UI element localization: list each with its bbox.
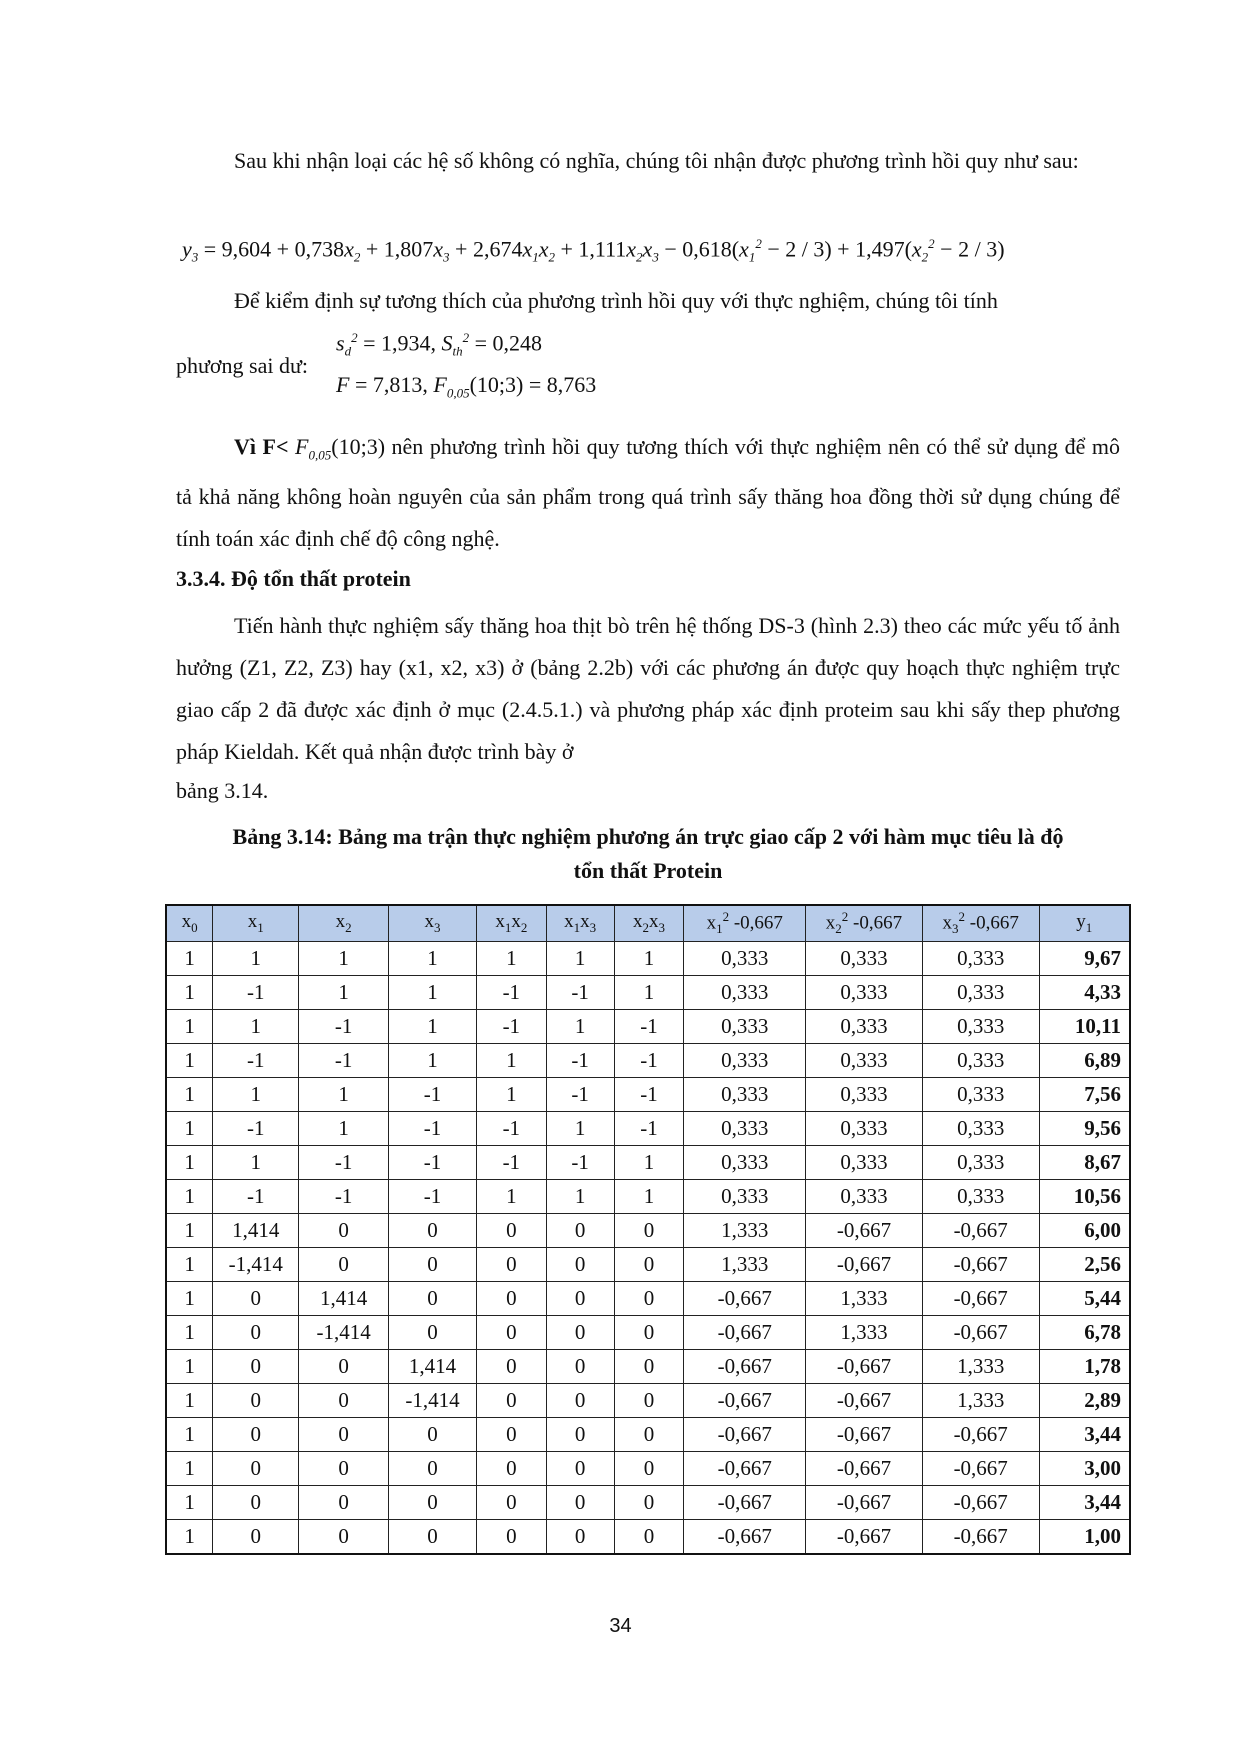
table-cell: 1 xyxy=(389,1010,477,1044)
table-cell: 1 xyxy=(299,1112,389,1146)
table-cell: 0 xyxy=(476,1418,546,1452)
table-caption-line-2: tổn thất Protein xyxy=(573,858,723,883)
table-cell: -0,667 xyxy=(922,1418,1039,1452)
table-cell: -1 xyxy=(299,1010,389,1044)
table-cell: 1 xyxy=(166,1112,213,1146)
conclusion-text: nên phương trình hồi quy tương thích với thực nghiệm nên có thể sử dụng để mô tả khả năng không hoàn nguyên của sản phẩm trong quá trình sấy thăng hoa đồng thời sử dụng chúng để tính toán xác định chế độ công nghệ. xyxy=(176,434,1120,552)
table-cell: -0,667 xyxy=(922,1316,1039,1350)
table-cell: -0,667 xyxy=(806,1452,923,1486)
table-cell: 0 xyxy=(389,1248,477,1282)
table-cell: 0 xyxy=(614,1214,684,1248)
header-x0: $x_0$ xyxy=(166,905,213,942)
table-cell-y: 6,00 xyxy=(1039,1214,1130,1248)
table-cell: 0 xyxy=(389,1316,477,1350)
table-cell: 0,333 xyxy=(684,1078,806,1112)
table-cell: 1 xyxy=(546,1180,614,1214)
table-cell: -1 xyxy=(213,1044,299,1078)
table-cell: 0 xyxy=(213,1418,299,1452)
table-cell: -1 xyxy=(476,1112,546,1146)
table-cell: 0 xyxy=(476,1384,546,1418)
table-cell: 1 xyxy=(166,976,213,1010)
variance-equation-1: $s_d^2 = 1,934$, $S_{th}^2 = 0,248$ xyxy=(336,330,543,359)
paragraph-regression-intro: Sau khi nhận loại các hệ số không có nghĩa, chúng tôi nhận được phương trình hồi quy như sau: xyxy=(234,148,1079,173)
table-cell: 0 xyxy=(299,1350,389,1384)
table-cell: 0 xyxy=(614,1418,684,1452)
table-cell: 0 xyxy=(476,1486,546,1520)
table-cell: -1 xyxy=(213,1180,299,1214)
table-cell: 0 xyxy=(299,1214,389,1248)
table-cell: -0,667 xyxy=(684,1520,806,1555)
table-cell: -0,667 xyxy=(684,1316,806,1350)
table-row xyxy=(166,942,1130,976)
table-cell: 0 xyxy=(546,1214,614,1248)
table-cell: 0 xyxy=(614,1520,684,1555)
regression-equation: $y_3 = 9,604 + 0,738x_2 + 1,807x_3 + 2,674x_1x_2 + 1,111x_2x_3 - 0,618(x_1^2 - 2 / 3) + 1,497(x_2^2 - 2 / 3)$ xyxy=(182,236,1005,265)
header-x3: $x_3$ xyxy=(389,905,477,942)
table-cell: 1 xyxy=(546,1112,614,1146)
table-cell: 0,333 xyxy=(684,1010,806,1044)
table-cell: 0,333 xyxy=(684,976,806,1010)
table-cell: 0 xyxy=(389,1520,477,1555)
table-cell-y: 5,44 xyxy=(1039,1282,1130,1316)
conclusion-formula: $F_{0,05}(10;3)$ xyxy=(295,434,386,463)
table-cell: 1 xyxy=(614,1146,684,1180)
table-cell: 0,333 xyxy=(806,976,923,1010)
paragraph-protein-experiment: Tiến hành thực nghiệm sấy thăng hoa thịt bò trên hệ thống DS-3 (hình 2.3) theo các mức yếu tố ảnh hưởng (Z1, Z2, Z3) hay (x1, x2, x3) ở (bảng 2.2b) với các phương án được quy hoạch thực nghiệm trực giao cấp 2 đã được xác định ở mục (2.4.5.1.) và phương pháp xác định proteim sau khi sấy thep phương pháp Kieldah. Kết quả nhận được trình bày ở xyxy=(176,613,1120,764)
table-row xyxy=(166,1146,1130,1180)
table-row xyxy=(166,1316,1130,1350)
table-cell: 1 xyxy=(166,1146,213,1180)
table-cell: -0,667 xyxy=(922,1282,1039,1316)
table-cell: 1 xyxy=(166,942,213,976)
table-cell: 0 xyxy=(546,1350,614,1384)
table-cell: 1 xyxy=(166,1248,213,1282)
table-cell: 1 xyxy=(166,1010,213,1044)
table-row xyxy=(166,1078,1130,1112)
header-x2: $x_2$ xyxy=(299,905,389,942)
table-cell: 0,333 xyxy=(684,1180,806,1214)
table-cell: 0 xyxy=(546,1520,614,1555)
table-cell: -1 xyxy=(389,1112,477,1146)
table-cell: 0,333 xyxy=(684,942,806,976)
table-cell: 1 xyxy=(546,1010,614,1044)
table-cell-y: 3,44 xyxy=(1039,1418,1130,1452)
table-cell: 1,414 xyxy=(389,1350,477,1384)
table-cell: 1 xyxy=(213,1078,299,1112)
header-x1x2: $x_1x_2$ xyxy=(476,905,546,942)
table-cell: 1 xyxy=(166,1452,213,1486)
table-cell: 0,333 xyxy=(922,1010,1039,1044)
table-cell-y: 8,67 xyxy=(1039,1146,1130,1180)
table-cell: 0 xyxy=(546,1486,614,1520)
table-cell: -1 xyxy=(546,1044,614,1078)
table-cell-y: 2,89 xyxy=(1039,1384,1130,1418)
table-cell: 0 xyxy=(546,1452,614,1486)
table-cell: 0 xyxy=(614,1316,684,1350)
table-cell: 0,333 xyxy=(806,1078,923,1112)
table-cell: -1 xyxy=(476,976,546,1010)
table-cell: -1 xyxy=(389,1078,477,1112)
table-cell: 1 xyxy=(299,942,389,976)
table-cell: 0,333 xyxy=(806,1180,923,1214)
table-cell: -1,414 xyxy=(299,1316,389,1350)
page-number: 34 xyxy=(609,1615,632,1637)
paragraph-protein-tail: bảng 3.14. xyxy=(176,778,269,803)
table-cell: -0,667 xyxy=(922,1486,1039,1520)
table-cell: 0,333 xyxy=(806,942,923,976)
table-row xyxy=(166,976,1130,1010)
table-cell-y: 4,33 xyxy=(1039,976,1130,1010)
table-cell: 1 xyxy=(546,942,614,976)
table-cell: -0,667 xyxy=(806,1486,923,1520)
table-cell: 0 xyxy=(614,1282,684,1316)
table-cell: -0,667 xyxy=(684,1486,806,1520)
table-row xyxy=(166,1044,1130,1078)
table-cell: 1 xyxy=(476,942,546,976)
table-cell: -0,667 xyxy=(684,1384,806,1418)
table-cell-y: 1,00 xyxy=(1039,1520,1130,1555)
table-caption-line-1: Bảng 3.14: Bảng ma trận thực nghiệm phương án trực giao cấp 2 với hàm mục tiêu là độ xyxy=(232,824,1064,849)
table-cell: 0,333 xyxy=(922,1112,1039,1146)
table-cell: -0,667 xyxy=(922,1452,1039,1486)
table-cell: -1 xyxy=(546,976,614,1010)
experiment-matrix-table xyxy=(165,904,1131,1555)
table-cell-y: 10,11 xyxy=(1039,1010,1130,1044)
table-cell: 0 xyxy=(389,1486,477,1520)
table-cell: 0,333 xyxy=(806,1044,923,1078)
table-cell: 0,333 xyxy=(922,1044,1039,1078)
header-x2sq: $x_2^2$ -0,667 xyxy=(806,905,923,942)
table-cell: 1,333 xyxy=(922,1350,1039,1384)
table-cell: 0 xyxy=(389,1418,477,1452)
table-cell-y: 7,56 xyxy=(1039,1078,1130,1112)
table-cell: 0,333 xyxy=(684,1146,806,1180)
table-row xyxy=(166,1418,1130,1452)
table-row xyxy=(166,1350,1130,1384)
table-cell: -0,667 xyxy=(922,1214,1039,1248)
table-cell: 0 xyxy=(299,1248,389,1282)
table-cell: 0 xyxy=(389,1452,477,1486)
section-heading: 3.3.4. Độ tổn thất protein xyxy=(176,566,411,591)
table-cell: 1 xyxy=(476,1180,546,1214)
table-cell: 1 xyxy=(166,1180,213,1214)
table-row xyxy=(166,1180,1130,1214)
table-cell: 0 xyxy=(476,1316,546,1350)
table-cell: -1,414 xyxy=(389,1384,477,1418)
table-cell: 0 xyxy=(476,1282,546,1316)
table-cell: 1 xyxy=(614,976,684,1010)
table-cell: -1 xyxy=(476,1146,546,1180)
variance-equation-2: F = 7,813, $F_{0,05}(10;3) = 8,763$ xyxy=(336,372,597,401)
table-cell: 1 xyxy=(213,942,299,976)
table-cell: 0,333 xyxy=(922,976,1039,1010)
table-header-row xyxy=(166,905,1130,942)
table-cell: -1 xyxy=(213,976,299,1010)
table-cell: -1 xyxy=(299,1146,389,1180)
table-cell-y: 9,56 xyxy=(1039,1112,1130,1146)
table-cell: 1 xyxy=(166,1316,213,1350)
table-cell: 1,333 xyxy=(922,1384,1039,1418)
table-cell: 0,333 xyxy=(806,1010,923,1044)
table-cell: -0,667 xyxy=(806,1350,923,1384)
table-cell-y: 10,56 xyxy=(1039,1180,1130,1214)
header-y1: $y_1$ xyxy=(1039,905,1130,942)
table-cell: 1 xyxy=(614,942,684,976)
table-cell: 1,414 xyxy=(213,1214,299,1248)
table-cell: 1 xyxy=(213,1146,299,1180)
table-cell: 0 xyxy=(476,1452,546,1486)
table-cell-y: 1,78 xyxy=(1039,1350,1130,1384)
table-cell: 0,333 xyxy=(922,942,1039,976)
table-cell: 1,333 xyxy=(684,1248,806,1282)
table-cell: 1 xyxy=(166,1078,213,1112)
table-cell: -1 xyxy=(614,1044,684,1078)
table-cell: 0 xyxy=(614,1248,684,1282)
table-cell: -0,667 xyxy=(806,1418,923,1452)
table-cell: 0 xyxy=(213,1520,299,1555)
table-cell: 0 xyxy=(546,1384,614,1418)
table-row xyxy=(166,1282,1130,1316)
table-cell: 0 xyxy=(213,1350,299,1384)
table-cell: 1,333 xyxy=(684,1214,806,1248)
table-cell: -0,667 xyxy=(806,1214,923,1248)
table-cell: 0 xyxy=(213,1452,299,1486)
table-cell: 0,333 xyxy=(684,1044,806,1078)
table-cell: 1,414 xyxy=(299,1282,389,1316)
table-cell: 0 xyxy=(299,1520,389,1555)
table-cell: 0 xyxy=(213,1384,299,1418)
table-cell: -1 xyxy=(299,1044,389,1078)
table-cell: -1 xyxy=(476,1010,546,1044)
table-cell: 0 xyxy=(476,1520,546,1555)
table-cell-y: 2,56 xyxy=(1039,1248,1130,1282)
table-cell: 0 xyxy=(476,1214,546,1248)
table-cell: 0,333 xyxy=(922,1180,1039,1214)
paragraph-variance-intro: Để kiểm định sự tương thích của phương trình hồi quy với thực nghiệm, chúng tôi tính xyxy=(234,288,998,313)
table-row xyxy=(166,1486,1130,1520)
table-row xyxy=(166,1214,1130,1248)
table-cell: -0,667 xyxy=(684,1350,806,1384)
table-body xyxy=(166,942,1130,1555)
header-x3sq: $x_3^2$ -0,667 xyxy=(922,905,1039,942)
table-cell: -0,667 xyxy=(684,1452,806,1486)
table-cell: 1 xyxy=(476,1044,546,1078)
conclusion-lead: Vì F< xyxy=(234,434,289,459)
table-cell: 0 xyxy=(213,1282,299,1316)
table-cell: 0 xyxy=(389,1282,477,1316)
table-cell: 1 xyxy=(166,1418,213,1452)
paragraph-conclusion xyxy=(176,426,1120,560)
table-cell: 0,333 xyxy=(922,1146,1039,1180)
table-cell: -0,667 xyxy=(922,1248,1039,1282)
table-cell: -1 xyxy=(213,1112,299,1146)
table-cell: 0 xyxy=(546,1248,614,1282)
table-cell: -1 xyxy=(389,1146,477,1180)
table-cell: -1 xyxy=(614,1010,684,1044)
table-cell: 0 xyxy=(299,1486,389,1520)
header-x2x3: $x_2x_3$ xyxy=(614,905,684,942)
table-cell: 1 xyxy=(213,1010,299,1044)
table-cell: 0,333 xyxy=(922,1078,1039,1112)
table-cell: -1 xyxy=(614,1078,684,1112)
table-cell-y: 3,00 xyxy=(1039,1452,1130,1486)
table-cell: 0 xyxy=(614,1350,684,1384)
table-cell: -0,667 xyxy=(684,1418,806,1452)
table-cell: 1 xyxy=(299,976,389,1010)
table-cell-y: 3,44 xyxy=(1039,1486,1130,1520)
table-row xyxy=(166,1112,1130,1146)
table-cell: 1 xyxy=(389,1044,477,1078)
table-cell: 1 xyxy=(614,1180,684,1214)
table-cell: 0 xyxy=(546,1418,614,1452)
table-cell: 0,333 xyxy=(806,1146,923,1180)
table-cell: 1 xyxy=(166,1044,213,1078)
header-x1: $x_1$ xyxy=(213,905,299,942)
table-cell: -0,667 xyxy=(806,1248,923,1282)
table-row xyxy=(166,1010,1130,1044)
table-cell-y: 6,89 xyxy=(1039,1044,1130,1078)
table-cell: 1 xyxy=(166,1486,213,1520)
table-cell: -0,667 xyxy=(922,1520,1039,1555)
table-cell: 1,333 xyxy=(806,1282,923,1316)
table-cell: -1 xyxy=(299,1180,389,1214)
table-cell: 0 xyxy=(614,1486,684,1520)
table-cell: 0 xyxy=(299,1418,389,1452)
table-cell: 0 xyxy=(546,1316,614,1350)
table-cell: -1,414 xyxy=(213,1248,299,1282)
table-row xyxy=(166,1452,1130,1486)
table-cell: 1 xyxy=(389,942,477,976)
table-cell: -0,667 xyxy=(806,1384,923,1418)
table-cell: -1 xyxy=(546,1146,614,1180)
table-cell: -0,667 xyxy=(806,1520,923,1555)
table-cell: 0,333 xyxy=(806,1112,923,1146)
table-cell: 0 xyxy=(476,1350,546,1384)
table-cell: 1 xyxy=(166,1384,213,1418)
header-x1sq: $x_1^2$ -0,667 xyxy=(684,905,806,942)
table-cell-y: 6,78 xyxy=(1039,1316,1130,1350)
table-cell: 0 xyxy=(614,1384,684,1418)
table-cell: 1 xyxy=(166,1520,213,1555)
table-cell: 1 xyxy=(166,1282,213,1316)
table-cell: 0,333 xyxy=(684,1112,806,1146)
header-x1x3: $x_1x_3$ xyxy=(546,905,614,942)
table-cell: 0 xyxy=(299,1452,389,1486)
table-cell: 1 xyxy=(166,1350,213,1384)
table-row xyxy=(166,1520,1130,1555)
table-cell: 1 xyxy=(476,1078,546,1112)
table-cell: 1 xyxy=(166,1214,213,1248)
table-cell-y: 9,67 xyxy=(1039,942,1130,976)
table-cell: -0,667 xyxy=(684,1282,806,1316)
variance-label: phương sai dư: xyxy=(176,353,309,378)
table-cell: 1,333 xyxy=(806,1316,923,1350)
table-cell: 0 xyxy=(546,1282,614,1316)
table-cell: -1 xyxy=(614,1112,684,1146)
table-row xyxy=(166,1384,1130,1418)
table-cell: -1 xyxy=(546,1078,614,1112)
table-cell: 0 xyxy=(476,1248,546,1282)
table-cell: 0 xyxy=(614,1452,684,1486)
table-row xyxy=(166,1248,1130,1282)
table-caption xyxy=(176,820,1120,888)
table-cell: 0 xyxy=(213,1486,299,1520)
table-cell: 0 xyxy=(299,1384,389,1418)
table-cell: 1 xyxy=(389,976,477,1010)
table-cell: -1 xyxy=(389,1180,477,1214)
table-cell: 1 xyxy=(299,1078,389,1112)
table-cell: 0 xyxy=(389,1214,477,1248)
table-cell: 0 xyxy=(213,1316,299,1350)
